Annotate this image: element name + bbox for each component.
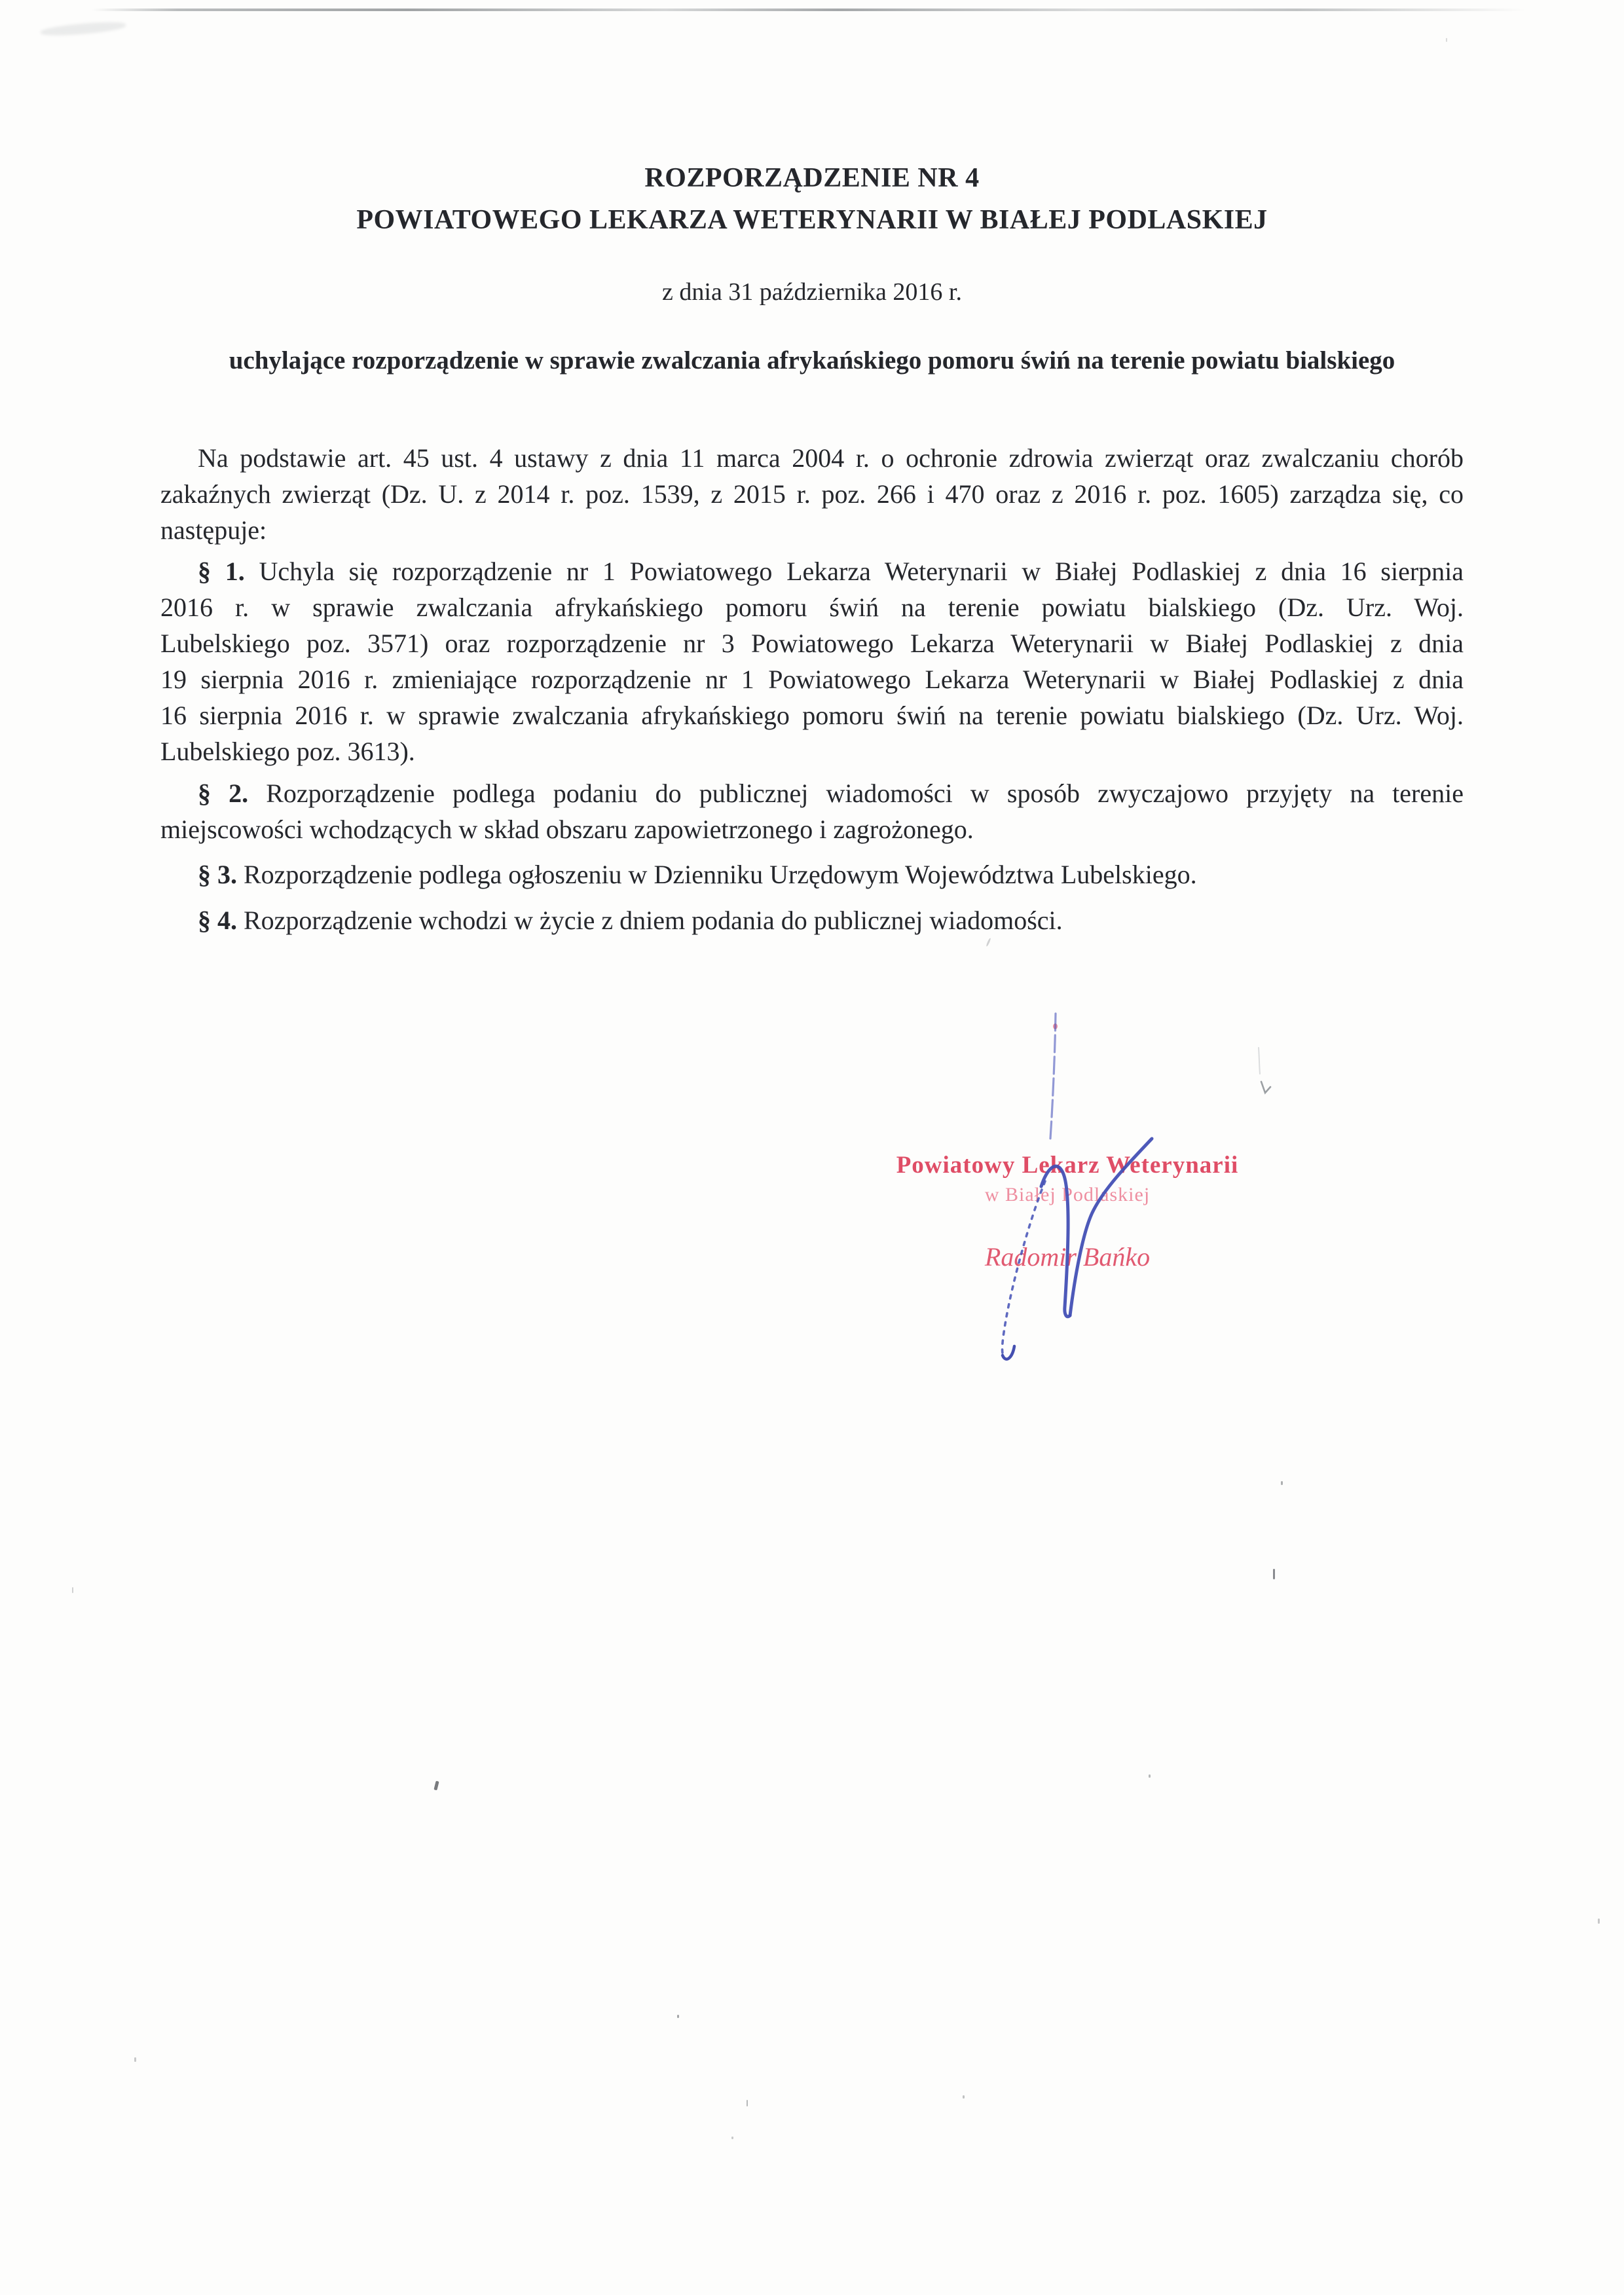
text-line: § 4. Rozporządzenie wchodzi w życie z dniem podania do publicznej wiadomości. <box>198 906 1063 935</box>
scan-speck <box>731 2137 733 2139</box>
scan-speck <box>747 2100 748 2106</box>
paragraph-legal-basis <box>160 440 1464 548</box>
scan-speck <box>1273 1569 1275 1579</box>
scan-speck <box>986 938 991 947</box>
scan-speck <box>963 2095 965 2099</box>
document-date: z dnia 31 października 2016 r. <box>662 278 962 306</box>
scan-speck <box>1446 38 1447 42</box>
text-line: 2016 r. w sprawie zwalczania afrykańskiego pomoru świń na terenie powiatu bialskiego (Dz. Urz. Woj. <box>160 593 1464 622</box>
scan-artifact-top-line <box>92 9 1526 11</box>
scan-speck <box>134 2057 136 2062</box>
text-line: 16 sierpnia 2016 r. w sprawie zwalczania afrykańskiego pomoru świń na terenie powiatu bialskiego (Dz. Urz. Woj. <box>160 701 1464 730</box>
text-line: Lubelskiego poz. 3571) oraz rozporządzenie nr 3 Powiatowego Lekarza Weterynarii w Białej Podlaskiej z dnia <box>160 629 1464 658</box>
scan-speck <box>677 2015 679 2018</box>
document-title: ROZPORZĄDZENIE NR 4 <box>644 163 980 193</box>
document-issuer: POWIATOWEGO LEKARZA WETERYNARII W BIAŁEJ PODLASKIEJ <box>356 205 1268 235</box>
stamp-office-location: w Białej Podlaskiej <box>984 1184 1151 1205</box>
scan-speck <box>1281 1481 1283 1485</box>
stamp-signer-name: Radomir Bańko <box>984 1242 1151 1272</box>
scan-speck <box>1598 1919 1600 1924</box>
scan-speck <box>1149 1774 1151 1778</box>
text-line: § 3. Rozporządzenie podlega ogłoszeniu w Dzienniku Urzędowym Województwa Lubelskiego. <box>198 860 1197 889</box>
scan-speck <box>72 1587 73 1593</box>
text-line: § 1. Uchyla się rozporządzenie nr 1 Powiatowego Lekarza Weterynarii w Białej Podlaskiej z dnia 16 sierpnia <box>198 557 1464 586</box>
scan-artifact-smudge <box>41 20 126 37</box>
stamp-office-title: Powiatowy Lekarz Weterynarii <box>896 1152 1239 1179</box>
text-line: następuje: <box>160 515 267 545</box>
text-line: miejscowości wchodzących w skład obszaru zapowietrzonego i zagrożonego. <box>160 815 974 844</box>
paragraph-section-4 <box>160 902 1464 938</box>
signature-ink <box>910 999 1277 1405</box>
paragraph-section-1 <box>160 553 1464 769</box>
paragraph-section-3 <box>160 856 1464 892</box>
text-line: 19 sierpnia 2016 r. zmieniające rozporządzenie nr 1 Powiatowego Lekarza Weterynarii w Białej Podlaskiej z dnia <box>160 665 1464 694</box>
scan-speck <box>434 1781 439 1791</box>
text-line: Na podstawie art. 45 ust. 4 ustawy z dnia 11 marca 2004 r. o ochronie zdrowia zwierząt oraz zwalczaniu chorób <box>198 443 1464 473</box>
text-line: § 2. Rozporządzenie podlega podaniu do publicznej wiadomości w sposób zwyczajowo przyjęty na terenie <box>198 779 1464 808</box>
text-line: zakaźnych zwierząt (Dz. U. z 2014 r. poz. 1539, z 2015 r. poz. 266 i 470 oraz z 2016 r. poz. 1605) zarządza się, co <box>160 479 1464 509</box>
paragraph-section-2 <box>160 775 1464 847</box>
document-subject: uchylające rozporządzenie w sprawie zwalczania afrykańskiego pomoru świń na terenie powiatu bialskiego <box>229 346 1395 375</box>
text-line: Lubelskiego poz. 3613). <box>160 737 415 766</box>
